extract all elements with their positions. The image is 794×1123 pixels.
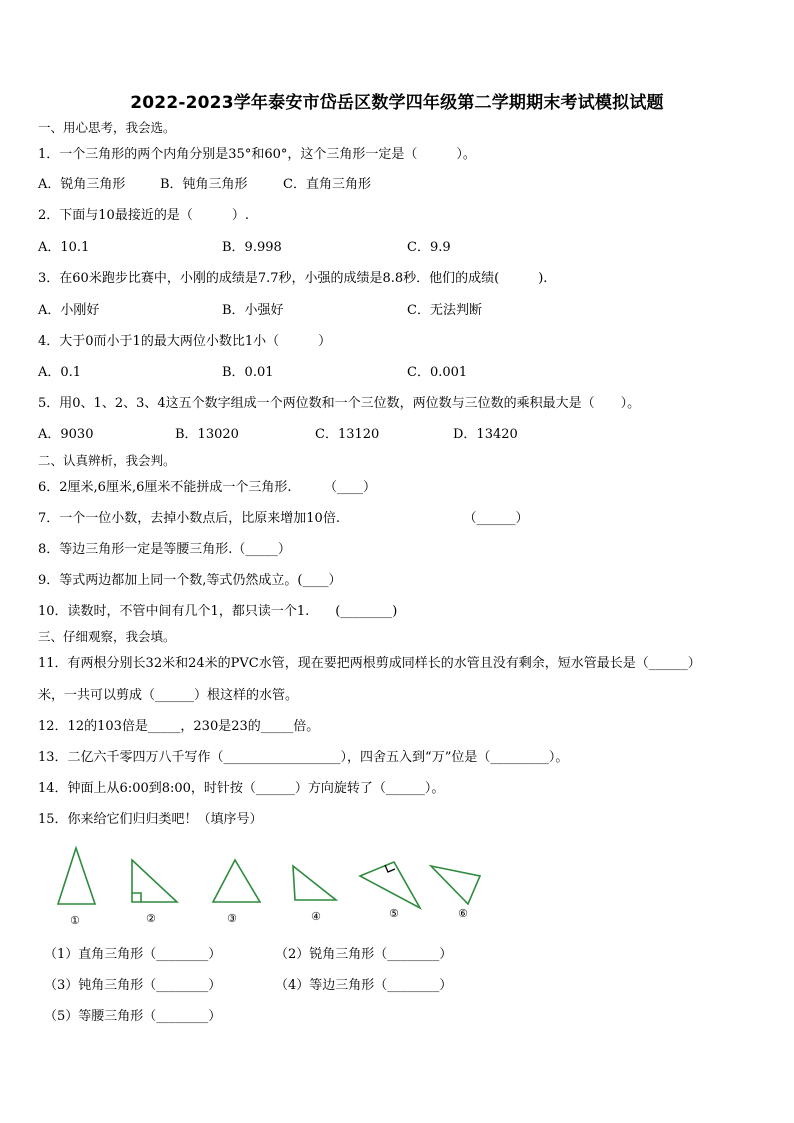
answer-acute-triangle: （2）锐角三角形（________） (275, 947, 453, 962)
right-angle-mark-2 (132, 893, 141, 902)
question-9: 9．等式两边都加上同一个数,等式仍然成立。(____） (38, 573, 342, 588)
question-1: 1．一个三角形的两个内角分别是35°和60°，这个三角形一定是（ ）。 (38, 147, 476, 162)
question-6: 6．2厘米,6厘米,6厘米不能拼成一个三角形. （____） (38, 480, 376, 495)
answer-obtuse-triangle: （3）钝角三角形（________） (44, 978, 222, 993)
q4-option-a[interactable]: A．0.1 (38, 365, 82, 380)
question-2: 2．下面与10最接近的是（ ）. (38, 208, 249, 223)
triangles-figure (50, 838, 510, 930)
question-11-line-1: 11．有两根分别长32米和24米的PVC水管，现在要把两根剪成同样长的水管且没有剩余，短水管最长是（______） (38, 656, 701, 671)
question-7: 7．一个一位小数，去掉小数点后，比原来增加10倍. （______） (38, 511, 529, 526)
question-12: 12．12的103倍是_____，230是23的_____倍。 (38, 719, 320, 734)
q1-option-c[interactable]: C．直角三角形 (283, 177, 371, 192)
question-5: 5．用0、1、2、3、4这五个数字组成一个两位数和一个三位数，两位数与三位数的乘积最大是（ ）。 (38, 396, 641, 411)
question-8: 8．等边三角形一定是等腰三角形.（_____） (38, 542, 291, 557)
triangle-5-label: ⑤ (389, 907, 399, 920)
triangle-3-shape (213, 860, 260, 902)
answer-isosceles-triangle: （5）等腰三角形（________） (44, 1009, 222, 1024)
q5-option-d[interactable]: D．13420 (453, 427, 518, 442)
triangle-4-shape (293, 866, 336, 900)
triangle-1-shape (58, 848, 95, 904)
triangle-6-label: ⑥ (458, 907, 468, 920)
triangle-5-shape (360, 862, 420, 908)
triangle-1-label: ① (70, 914, 80, 927)
question-10: 10．读数时，不管中间有几个1，都只读一个1. (________) (38, 604, 398, 619)
triangle-2-shape (132, 860, 177, 902)
answer-right-triangle: （1）直角三角形（________） (44, 947, 222, 962)
section-3-heading: 三、仔细观察，我会填。 (38, 629, 176, 644)
triangle-6-shape (431, 866, 480, 904)
question-13: 13．二亿六千零四万八千写作（__________________），四舍五入到“万”位是（_________）。 (38, 750, 569, 765)
q4-option-c[interactable]: C．0.001 (407, 365, 468, 380)
q5-option-b[interactable]: B．13020 (175, 427, 239, 442)
section-2-heading: 二、认真辨析，我会判。 (38, 453, 176, 468)
question-4: 4．大于0而小于1的最大两位小数比1小（ ） (38, 334, 332, 349)
q4-option-b[interactable]: B．0.01 (222, 365, 274, 380)
question-15: 15．你来给它们归归类吧！（填序号） (38, 812, 263, 827)
exam-title: 2022-2023学年泰安市岱岳区数学四年级第二学期期末考试模拟试题 (130, 93, 664, 113)
q2-option-b[interactable]: B．9.998 (222, 240, 282, 255)
section-1-heading: 一、用心思考，我会选。 (38, 120, 176, 135)
q2-option-a[interactable]: A．10.1 (38, 240, 90, 255)
triangle-3-label: ③ (227, 912, 237, 925)
triangle-shapes (58, 848, 480, 908)
q5-option-a[interactable]: A．9030 (38, 427, 94, 442)
q5-option-c[interactable]: C．13120 (315, 427, 380, 442)
q2-option-c[interactable]: C．9.9 (407, 240, 451, 255)
question-11-line-2: 米，一共可以剪成（______）根这样的水管。 (38, 688, 299, 703)
question-3: 3．在60米跑步比赛中，小刚的成绩是7.7秒，小强的成绩是8.8秒．他们的成绩( ). (38, 271, 548, 286)
right-angle-mark-5 (385, 865, 395, 872)
q3-option-c[interactable]: C．无法判断 (407, 303, 482, 318)
q1-option-a[interactable]: A．锐角三角形 (38, 177, 126, 192)
triangle-2-label: ② (146, 912, 156, 925)
answer-equilateral-triangle: （4）等边三角形（________） (275, 978, 453, 993)
question-14: 14．钟面上从6:00到8:00，时针按（______）方向旋转了（______）。 (38, 781, 445, 796)
triangle-4-label: ④ (311, 910, 321, 923)
q3-option-a[interactable]: A．小刚好 (38, 303, 100, 318)
q3-option-b[interactable]: B．小强好 (222, 303, 284, 318)
q1-option-b[interactable]: B．钝角三角形 (160, 177, 248, 192)
